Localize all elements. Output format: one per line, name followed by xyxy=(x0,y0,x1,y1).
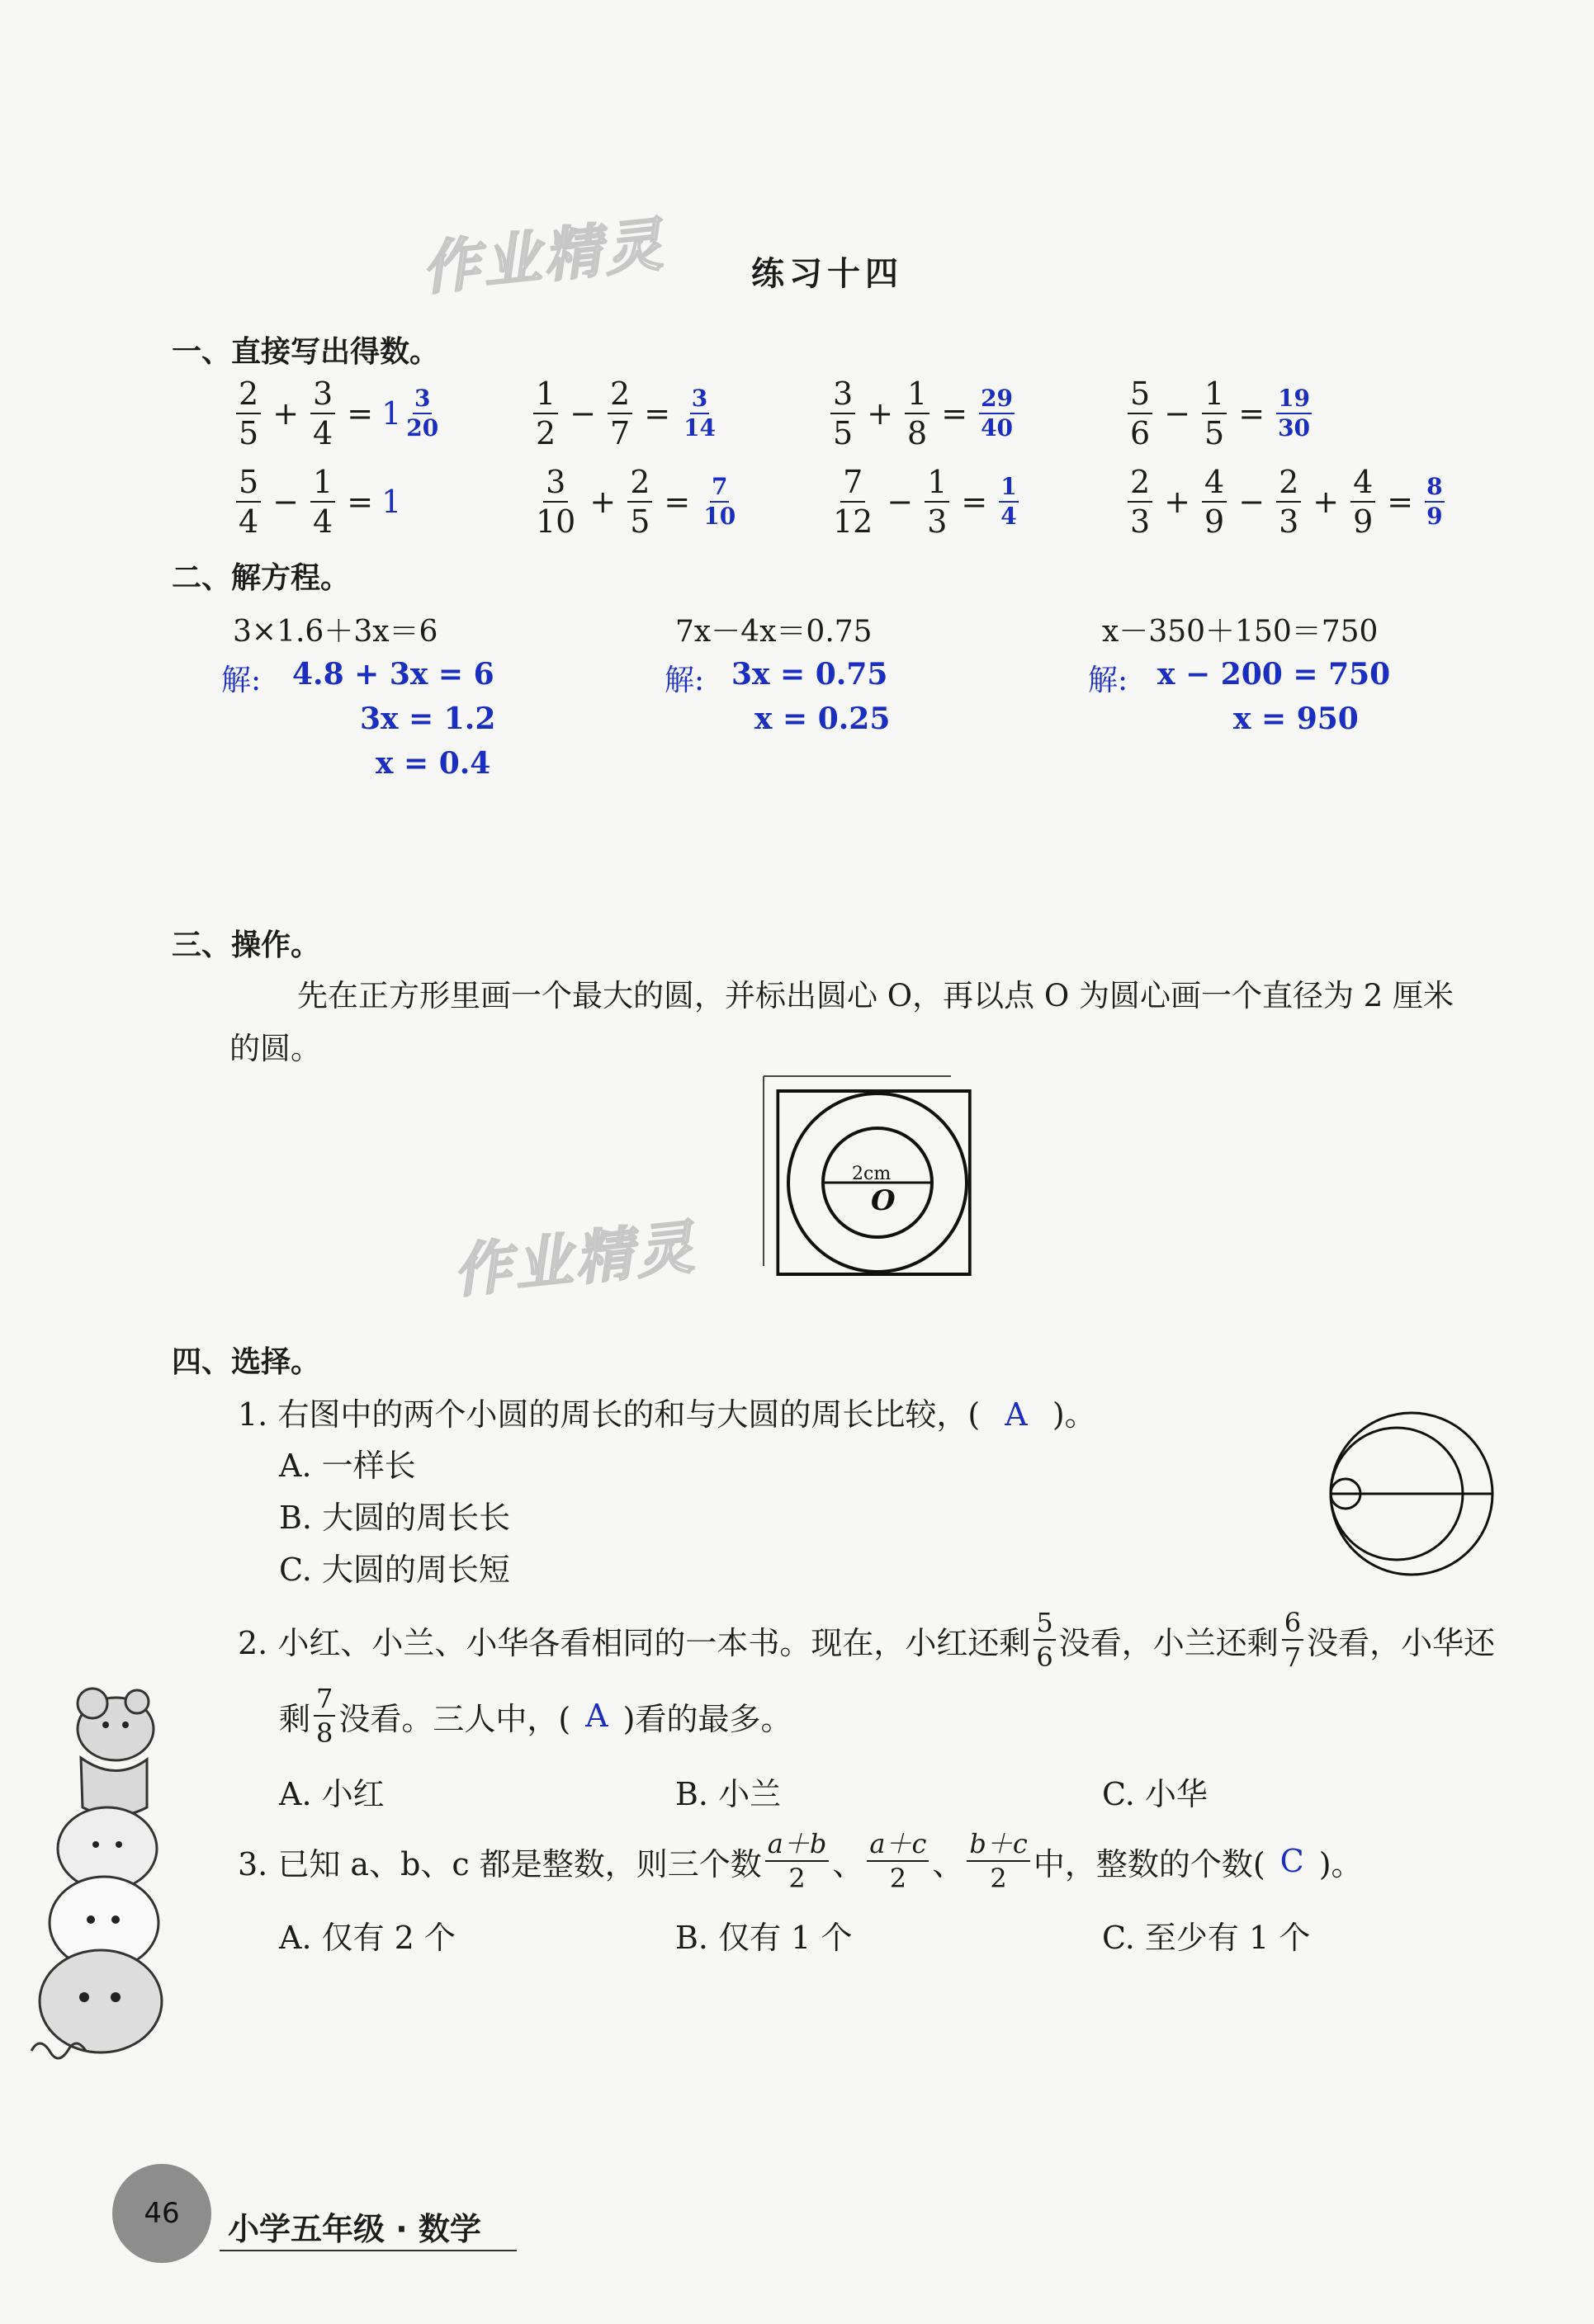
answer: C xyxy=(1279,1843,1304,1879)
solution-step: x − 200 = 750 xyxy=(1157,657,1391,692)
circles-figure xyxy=(1325,1407,1498,1580)
option: C. 大圆的周长短 xyxy=(279,1552,510,1588)
arithmetic-item: $\frac{3}{10}$ + $\frac{2}{5}$ = $\frac{7}{10}$ xyxy=(536,464,736,540)
instruction-text: 先在正方形里画一个最大的圆，并标出圆心 O，再以点 O 为圆心画一个直径为 2 厘米 xyxy=(297,978,1454,1013)
section-heading: 一、直接写出得数。 xyxy=(172,335,440,369)
question-2-line2: 剩 $\frac{7}{8}$ 没看。三人中，( A )看的最多。 xyxy=(279,1683,792,1749)
solution-step: x = 0.4 xyxy=(376,746,491,781)
page-title: 练习十四 xyxy=(751,255,903,293)
solution-step: 3x = 0.75 xyxy=(731,657,888,692)
instruction-text: 的圆。 xyxy=(229,1031,321,1066)
solve-label: 解: xyxy=(665,664,705,697)
animals-illustration xyxy=(23,1684,172,2080)
question-2: 2. 小红、小兰、小华各看相同的一本书。现在，小红还剩 $\frac{5}{6}$ 没看，小兰还剩 $\frac{6}{7}$ 没看，小华还 xyxy=(238,1607,1496,1673)
square-circle-figure xyxy=(759,1073,974,1279)
section-heading: 四、选择。 xyxy=(172,1345,321,1379)
solve-label: 解: xyxy=(221,664,262,697)
question-1: 1. 右图中的两个小圆的周长的和与大圆的周长比较，( A )。 xyxy=(238,1396,1096,1433)
arithmetic-item: $\frac{7}{12}$ − $\frac{1}{3}$ = $\frac{1}{4}$ xyxy=(833,464,1017,540)
section-heading: 二、解方程。 xyxy=(172,561,351,595)
watermark: 作业精灵 xyxy=(419,210,669,304)
arithmetic-item: $\frac{5}{6}$ − $\frac{1}{5}$ = $\frac{19}{30}$ xyxy=(1124,378,1315,449)
equation-problem: 3×1.6＋3x＝6 xyxy=(233,615,438,649)
solve-label: 解: xyxy=(1088,664,1128,697)
option: C. 至少有 1 个 xyxy=(1102,1920,1311,1956)
arithmetic-item: $\frac{5}{4}$ − $\frac{1}{4}$ = 1 xyxy=(233,466,401,537)
solution-step: 4.8 + 3x = 6 xyxy=(292,657,494,692)
option: A. 小红 xyxy=(279,1776,385,1812)
arithmetic-item: $\frac{2}{5}$ + $\frac{3}{4}$ = 1 $\frac{3}{20}$ xyxy=(233,378,443,449)
option: A. 一样长 xyxy=(279,1448,416,1484)
equation-problem: x－350＋150＝750 xyxy=(1102,615,1379,649)
answer: $\frac{3}{20}$ xyxy=(406,385,439,442)
answer: $\frac{7}{10}$ xyxy=(703,473,736,530)
answer: $\frac{1}{4}$ xyxy=(1000,473,1017,530)
answer: $\frac{29}{40}$ xyxy=(981,385,1014,442)
arithmetic-item: $\frac{2}{3}$ + $\frac{4}{9}$ − $\frac{2}{3}$ + $\frac{4}{9}$ = $\frac{8}{9}$ xyxy=(1124,466,1448,537)
question-3: 3. 已知 a、b、c 都是整数，则三个数 $\frac{a+b}{2}$ 、 $\frac{a+c}{2}$ 、 $\frac{b+c}{2}$ 中，整数的个数( C )。 xyxy=(238,1828,1363,1894)
footer-rule xyxy=(220,2250,517,2251)
arithmetic-item: $\frac{1}{2}$ − $\frac{2}{7}$ = $\frac{3}{14}$ xyxy=(530,378,721,449)
diameter-label: 2cm xyxy=(852,1164,892,1184)
solution-step: x = 0.25 xyxy=(754,701,891,736)
arithmetic-item: $\frac{3}{5}$ + $\frac{1}{8}$ = $\frac{29}{40}$ xyxy=(827,378,1018,449)
solution-step: x = 950 xyxy=(1233,701,1359,736)
book-title: 小学五年级 · 数学 xyxy=(228,2211,481,2247)
answer: $\frac{8}{9}$ xyxy=(1426,473,1443,530)
option: C. 小华 xyxy=(1102,1776,1208,1812)
section-heading: 三、操作。 xyxy=(172,928,321,962)
answer: 1 xyxy=(381,395,402,432)
watermark: 作业精灵 xyxy=(450,1212,701,1306)
equation-problem: 7x－4x＝0.75 xyxy=(675,615,873,649)
page-number: 46 xyxy=(144,2197,180,2230)
solution-step: 3x = 1.2 xyxy=(360,701,496,736)
answer: A xyxy=(1005,1396,1028,1433)
page-number-badge xyxy=(112,2164,211,2263)
option: B. 大圆的周长长 xyxy=(279,1500,511,1536)
answer: $\frac{3}{14}$ xyxy=(683,385,717,442)
answer: 1 xyxy=(381,484,402,520)
option: A. 仅有 2 个 xyxy=(279,1920,456,1956)
option: B. 仅有 1 个 xyxy=(675,1920,853,1956)
answer: $\frac{19}{30}$ xyxy=(1278,385,1311,442)
answer: A xyxy=(585,1698,608,1734)
option: B. 小兰 xyxy=(675,1776,782,1812)
center-label: O xyxy=(871,1184,896,1217)
